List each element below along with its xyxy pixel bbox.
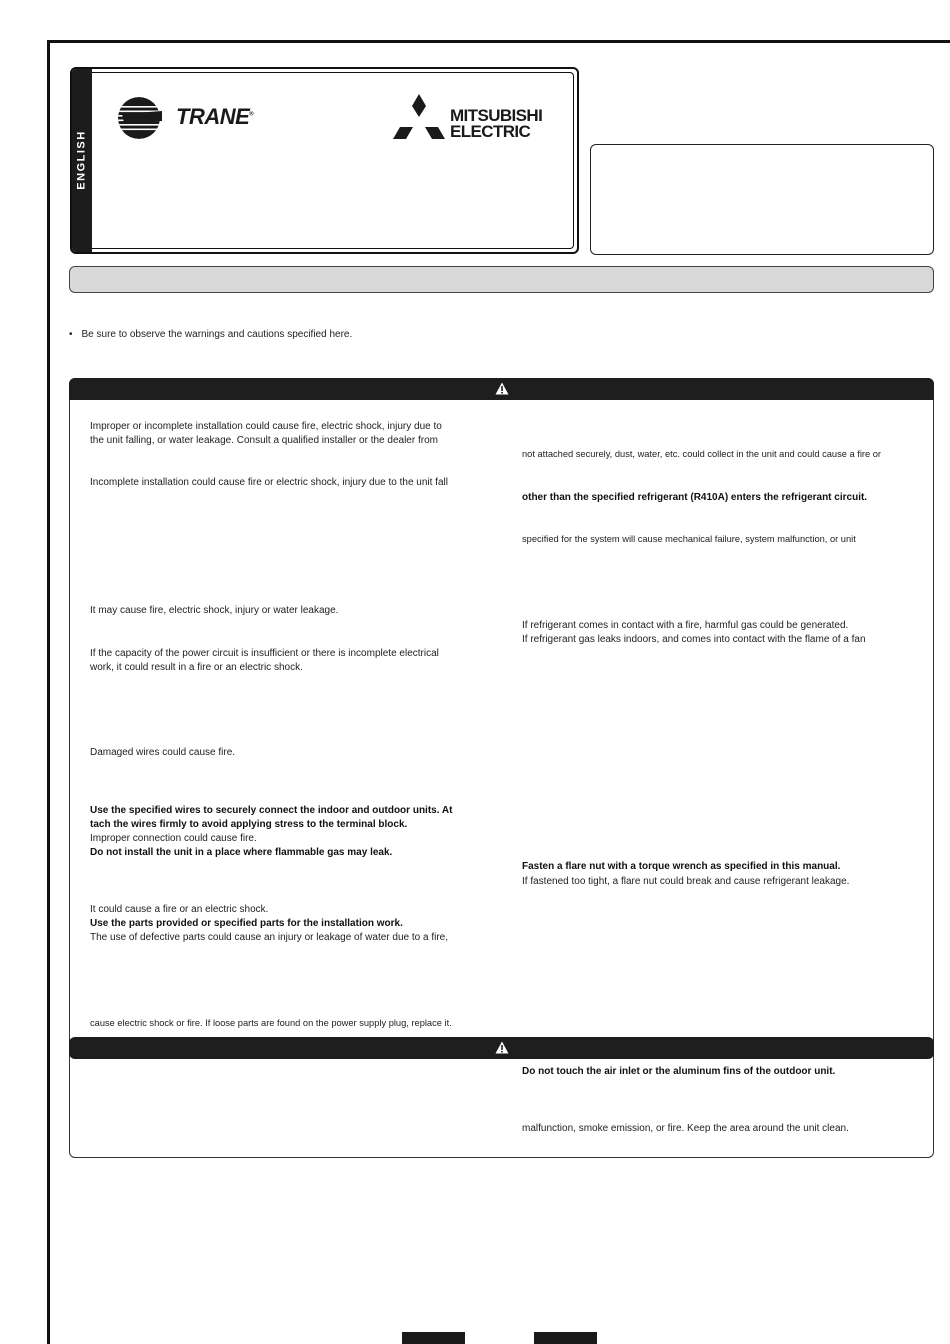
bottom-tab-marker [402, 1332, 465, 1344]
warning-header-band [69, 378, 934, 400]
caution-text-line: malfunction, smoke emission, or fire. Keep the area around the unit clean. [522, 1123, 849, 1134]
intro-text: Be sure to observe the warnings and cautions specified here. [81, 329, 353, 340]
warning-text-line: cause electric shock or fire. If loose parts are found on the power supply plug, replace it. [90, 1018, 452, 1028]
warning-text-line: If fastened too tight, a flare nut could break and cause refrigerant leakage. [522, 876, 850, 887]
page-frame-left-border [47, 40, 50, 1344]
warning-text-line: The use of defective parts could cause an injury or leakage of water due to a fire, [90, 932, 448, 943]
warning-heading: Use the parts provided or specified parts for the installation work. [90, 918, 403, 929]
title-bar [69, 266, 934, 293]
bottom-tab-marker [534, 1332, 597, 1344]
warning-text-line: specified for the system will cause mechanical failure, system malfunction, or unit [522, 534, 856, 544]
warning-text-line: Improper connection could cause fire. [90, 833, 257, 844]
warning-text-line: It may cause fire, electric shock, injury or water leakage. [90, 605, 339, 616]
trane-circle-logo-icon [118, 97, 164, 139]
warning-text-line: the unit falling, or water leakage. Consult a qualified installer or the dealer from [90, 435, 438, 446]
language-tab-label-wrap [72, 90, 92, 230]
intro-bullet: • Be sure to observe the warnings and cautions specified here. [69, 329, 353, 340]
warning-triangle-icon [495, 1041, 509, 1054]
page-frame-top-border [47, 40, 950, 43]
warning-text-line: It could cause a fire or an electric shock. [90, 904, 269, 915]
warning-text-line: Incomplete installation could cause fire or electric shock, injury due to the unit fall [90, 477, 448, 488]
three-diamond-logo-icon [393, 94, 445, 140]
warning-heading: Use the specified wires to securely connect the indoor and outdoor units. At [90, 805, 453, 816]
mitsubishi-wordmark: MITSUBISHI ELECTRIC [450, 106, 543, 141]
warning-heading: tach the wires firmly to avoid applying stress to the terminal block. [90, 819, 408, 830]
warning-text-line: Damaged wires could cause fire. [90, 747, 236, 758]
warning-triangle-icon [495, 382, 509, 395]
caution-header-band [69, 1037, 934, 1059]
warning-heading: other than the specified refrigerant (R410A) enters the refrigerant circuit. [522, 492, 868, 503]
warning-text-line: Improper or incomplete installation could cause fire, electric shock, injury due to [90, 421, 442, 432]
warning-heading: Do not install the unit in a place where flammable gas may leak. [90, 847, 393, 858]
logo-panel [70, 67, 579, 254]
warning-text-line: If refrigerant gas leaks indoors, and comes into contact with the flame of a fan [522, 634, 866, 645]
model-info-box [590, 144, 934, 255]
warning-text-line: If the capacity of the power circuit is insufficient or there is incomplete electrical [90, 648, 439, 659]
trane-wordmark: TRANE® [176, 104, 254, 129]
warning-text-line: not attached securely, dust, water, etc. could collect in the unit and could cause a fire or [522, 449, 881, 459]
warning-heading: Fasten a flare nut with a torque wrench as specified in this manual. [522, 861, 841, 872]
warning-text-line: If refrigerant comes in contact with a fire, harmful gas could be generated. [522, 620, 849, 631]
language-tab-label: ENGLISH [76, 130, 88, 190]
caution-heading: Do not touch the air inlet or the aluminum fins of the outdoor unit. [522, 1066, 836, 1077]
warning-text-line: work, it could result in a fire or an electric shock. [90, 662, 303, 673]
